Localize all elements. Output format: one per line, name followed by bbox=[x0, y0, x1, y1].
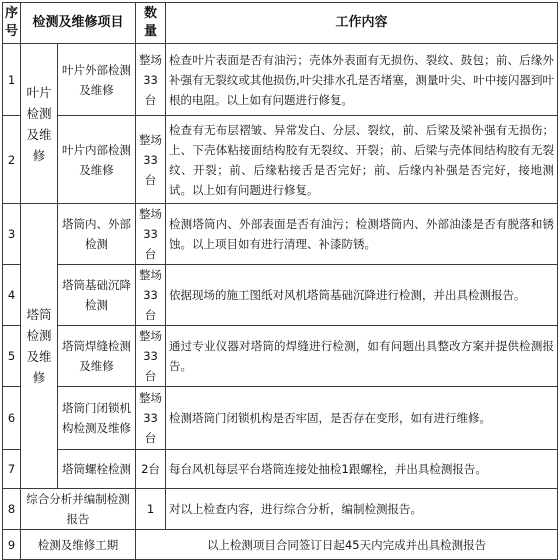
item-quantity: 整场33台 bbox=[136, 326, 166, 387]
header-qty: 数量 bbox=[136, 3, 166, 44]
work-content: 检查叶片表面是否有油污；壳体外表面有无损伤、裂纹、鼓包；前、后缘外补强有无裂纹或其他损伤,叶尖排水孔是否堵塞，测量叶尖、叶中接闪器到叶根的电阻。以上如有问题进行修复。 bbox=[166, 44, 558, 116]
work-content: 以上检测项目合同签订日起45天内完成并出具检测报告 bbox=[136, 530, 558, 560]
work-content: 检测塔筒门闭锁机构是否牢固，是否存在变形，如有进行维修。 bbox=[166, 387, 558, 450]
item-quantity: 整场33台 bbox=[136, 116, 166, 204]
row-number: 2 bbox=[3, 116, 21, 204]
item-name: 塔筒门闭锁机构检测及维修 bbox=[58, 387, 136, 450]
row-number: 4 bbox=[3, 265, 21, 326]
item-name: 塔筒螺栓检测 bbox=[58, 450, 136, 489]
table-row bbox=[3, 204, 558, 265]
item-quantity: 2台 bbox=[136, 450, 166, 489]
table-row bbox=[3, 326, 558, 387]
item-quantity: 整场33台 bbox=[136, 387, 166, 450]
item-name: 检测及维修工期 bbox=[21, 530, 136, 560]
work-content: 对以上检查内容，进行综合分析，编制检测报告。 bbox=[166, 489, 558, 530]
header-item: 检测及维修项目 bbox=[21, 3, 136, 44]
row-number: 3 bbox=[3, 204, 21, 265]
table-header-row bbox=[3, 3, 558, 44]
table-row bbox=[3, 387, 558, 450]
table-row bbox=[3, 450, 558, 489]
table-row bbox=[3, 530, 558, 560]
row-number: 5 bbox=[3, 326, 21, 387]
category-tower: 塔筒检测及维修 bbox=[21, 204, 58, 489]
table-row bbox=[3, 44, 558, 116]
row-number: 8 bbox=[3, 489, 21, 530]
item-quantity: 整场33台 bbox=[136, 265, 166, 326]
row-number: 6 bbox=[3, 387, 21, 450]
item-quantity: 1 bbox=[136, 489, 166, 530]
row-number: 9 bbox=[3, 530, 21, 560]
item-name: 叶片内部检测及维修 bbox=[58, 116, 136, 204]
table-row bbox=[3, 265, 558, 326]
item-name: 综合分析并编制检测报告 bbox=[21, 489, 136, 530]
work-content: 检查有无布层褶皱、异常发白、分层、裂纹，前、后梁及梁补强有无损伤；上、下壳体粘接面结构胶有无裂纹、开裂；前、后梁与壳体间结构胶有无裂纹、开裂；前、后缘粘接舌是否完好；前、后缘内补强是否完好，接地测试。以上如有问题进行修复。 bbox=[166, 116, 558, 204]
row-number: 7 bbox=[3, 450, 21, 489]
item-name: 塔筒焊缝检测及维修 bbox=[58, 326, 136, 387]
inspection-spec-table bbox=[2, 2, 558, 560]
category-blade: 叶片检测及维修 bbox=[21, 44, 58, 204]
item-name: 塔筒基础沉降检测 bbox=[58, 265, 136, 326]
item-name: 塔筒内、外部检测 bbox=[58, 204, 136, 265]
header-no: 序号 bbox=[3, 3, 21, 44]
item-name: 叶片外部检测及维修 bbox=[58, 44, 136, 116]
header-content: 工作内容 bbox=[166, 3, 558, 44]
row-number: 1 bbox=[3, 44, 21, 116]
work-content: 检测塔筒内、外部表面是否有油污；检测塔筒内、外部油漆是否有脱落和锈蚀。以上项目如有进行清理、补漆防锈。 bbox=[166, 204, 558, 265]
work-content: 每台风机每层平台塔筒连接处抽检1跟螺栓，并出具检测报告。 bbox=[166, 450, 558, 489]
item-quantity: 整场33台 bbox=[136, 204, 166, 265]
work-content: 通过专业仪器对塔筒的焊缝进行检测，如有问题出具整改方案并提供检测报告。 bbox=[166, 326, 558, 387]
table-row bbox=[3, 116, 558, 204]
item-quantity: 整场33台 bbox=[136, 44, 166, 116]
work-content: 依据现场的施工图纸对风机塔筒基础沉降进行检测，并出具检测报告。 bbox=[166, 265, 558, 326]
table-row bbox=[3, 489, 558, 530]
